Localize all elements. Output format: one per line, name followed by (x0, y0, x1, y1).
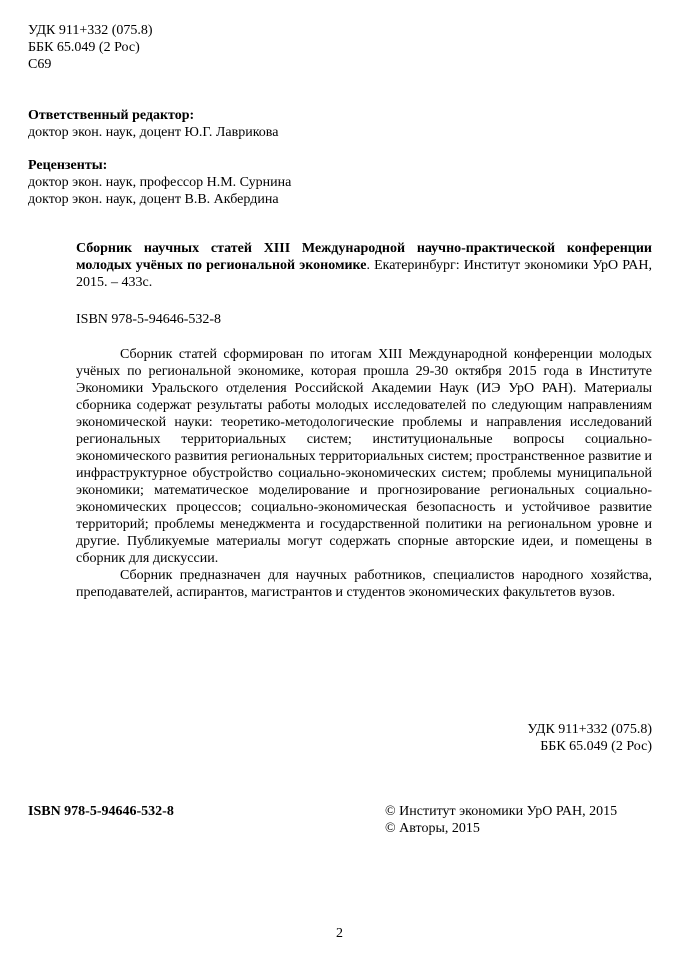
author-mark: С69 (28, 57, 52, 72)
bbk-code: ББК 65.049 (2 Рос) (28, 40, 140, 55)
classification-codes-right (527, 721, 652, 755)
editor-block (28, 107, 278, 141)
copyright-block (385, 803, 617, 837)
reviewers-block (28, 157, 291, 208)
abstract-paragraph: Сборник статей сформирован по итогам XIII Международной конференции молодых учёных по региональной экономике, которая прошла 29-30 октября 2015 года в Институте Экономики Уральского отделения Российской Академии Наук (ИЭ УрО РАН). Материалы сборника содержат результаты работы молодых исследователей по следующим направлениям экономической науки: теоретико-методологические проблемы и направления исследований региональных территориальных систем; институциональные вопросы социально-экономического развития региональных территориальных систем; пространственное развитие и инфраструктурное обустройство социально-экономических систем; проблемы муниципальной экономики; математическое моделирование и прогнозирование региональных социально-экономических процессов; социально-экономическая безопасность и устойчивое развитие территорий; проблемы менеджмента и государственной политики на региональном уровне и другие. Публикуемые материалы могут содержать спорные авторские идеи, и помещены в сборник для дискуссии. (76, 347, 652, 566)
reviewer-item: доктор экон. наук, профессор Н.М. Сурнина (28, 175, 292, 190)
reviewer-item: доктор экон. наук, доцент В.В. Акбердина (28, 192, 279, 207)
citation-details: . Екатеринбург: Институт экономики УрО РАН, 2015. – 433с. (76, 258, 652, 290)
isbn-line: ISBN 978-5-94646-532-8 (76, 312, 222, 327)
editor-name: доктор экон. наук, доцент Ю.Г. Лаврикова (28, 125, 279, 140)
classification-codes (28, 22, 153, 73)
udk-code: УДК 911+332 (075.8) (527, 722, 652, 737)
bibliographic-citation (76, 240, 652, 291)
citation-title: Сборник научных статей XIII Международной научно-практической конференции молодых учёных по региональной экономике (76, 241, 652, 273)
udk-code: УДК 911+332 (075.8) (28, 23, 153, 38)
reviewers-heading: Рецензенты: (28, 158, 108, 173)
copyright-line: © Институт экономики УрО РАН, 2015 (385, 804, 618, 819)
page-number: 2 (336, 926, 343, 941)
bbk-code: ББК 65.049 (2 Рос) (540, 739, 652, 754)
abstract-paragraph: Сборник предназначен для научных работников, специалистов народного хозяйства, преподавателей, аспирантов, магистрантов и студентов экономических факультетов вузов. (76, 568, 652, 600)
isbn-bottom: ISBN 978-5-94646-532-8 (28, 804, 174, 819)
copyright-line: © Авторы, 2015 (385, 821, 480, 836)
editor-heading: Ответственный редактор: (28, 108, 195, 123)
abstract (76, 346, 652, 601)
